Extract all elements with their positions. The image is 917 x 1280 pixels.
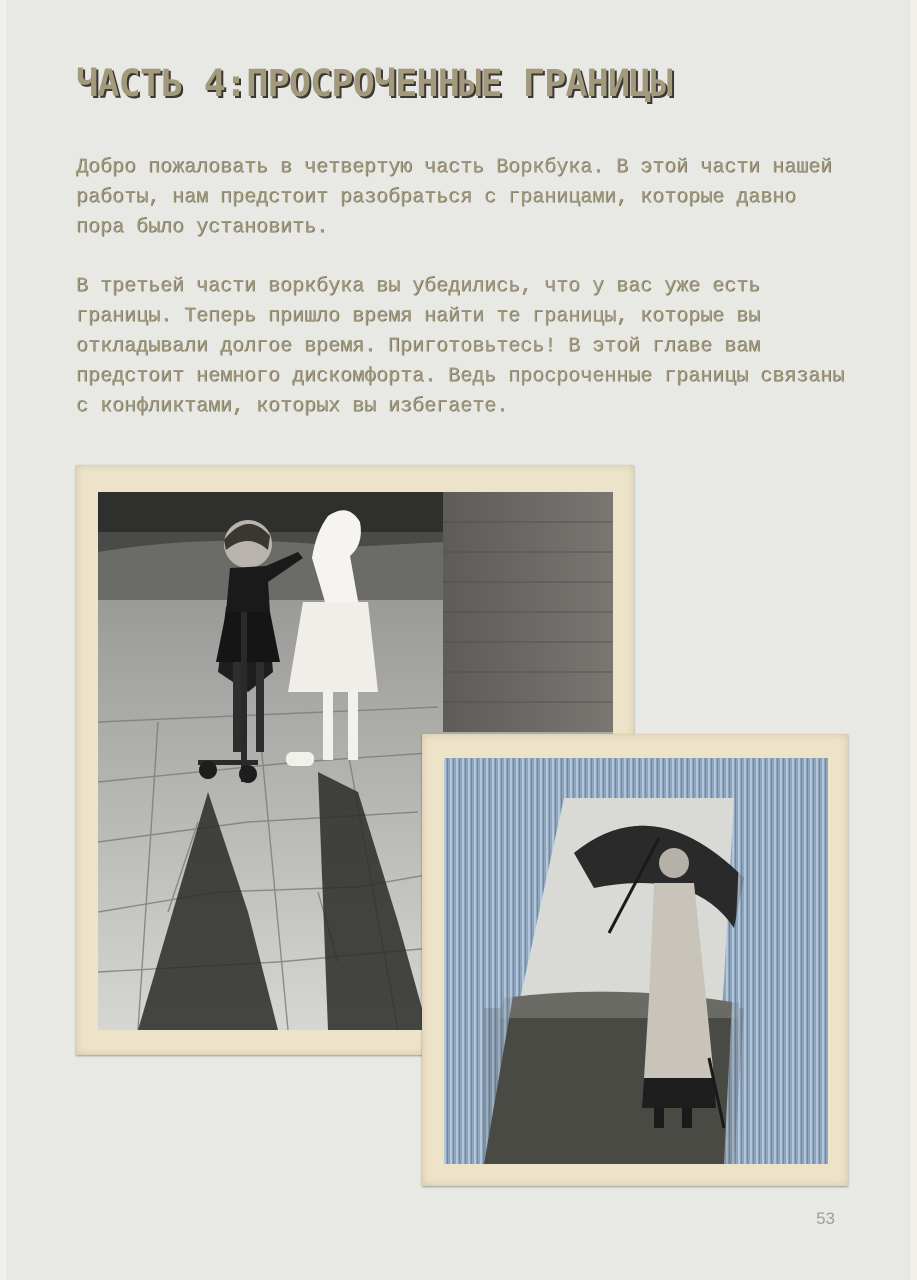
vintage-photo-frame-umbrella: [422, 734, 848, 1186]
chapter-title: ЧАСТЬ 4:ПРОСРОЧЕННЫЕ ГРАНИЦЫ: [76, 62, 672, 105]
page-number: 53: [816, 1209, 835, 1228]
woman-with-umbrella-photo: [444, 758, 828, 1164]
workbook-page: [8, 0, 909, 1280]
intro-paragraph: Добро пожаловать в четвертую часть Воркбука. В этой части нашей работы, нам предстоит разобраться с границами, которые давно пора было установить.: [76, 156, 833, 239]
body-paragraph: В третьей части воркбука вы убедились, что у вас уже есть границы. Теперь пришло время найти те границы, которые вы откладывали долгое время. Приготовьтесь! В этой главе вам предстоит немного дискомфорта. Ведь просроченные границы связаны с конфликтами, которых вы избегаете.: [76, 275, 845, 418]
